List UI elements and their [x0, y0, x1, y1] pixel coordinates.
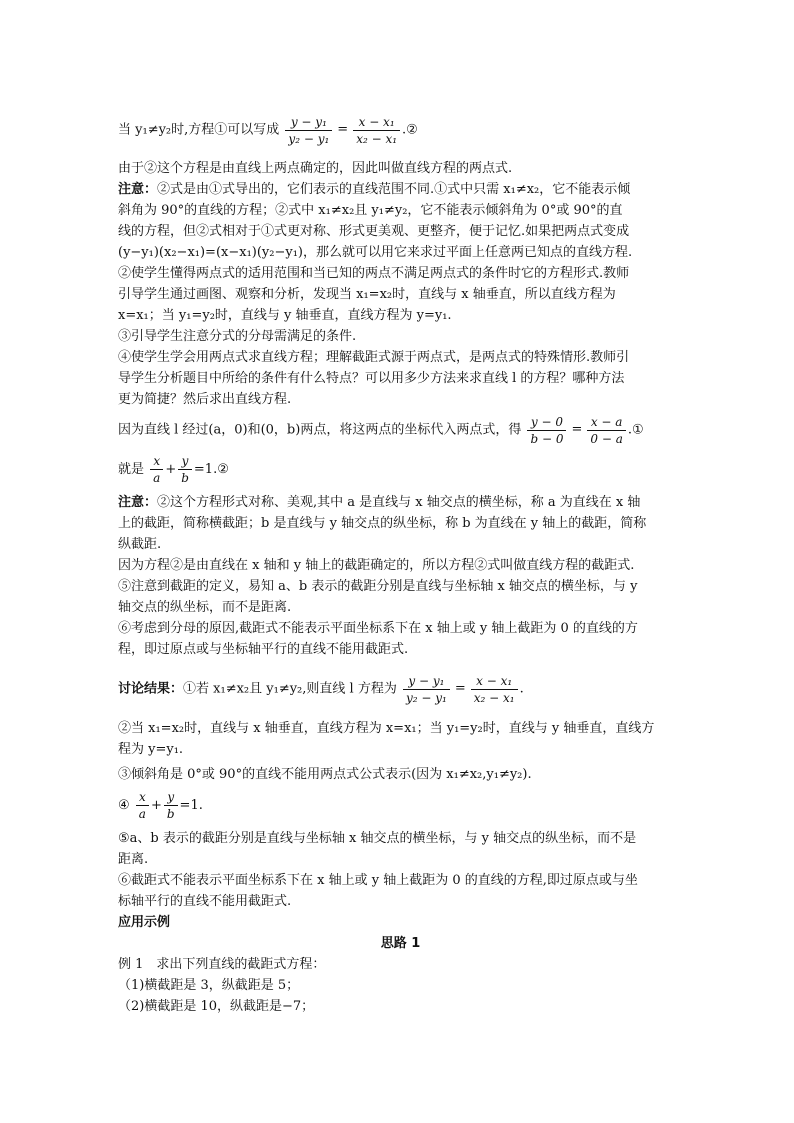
text-line: (y−y₁)(x₂−x₁)=(x−x₁)(y₂−y₁)，那么就可以用它来求过平面上任意两已知点的直线方程.: [118, 245, 633, 260]
text-line: x=x₁；当 y₁=y₂时，直线与 y 轴垂直，直线方程为 y=y₁.: [118, 308, 452, 323]
fraction-denominator: a: [153, 471, 161, 485]
subsection-heading: 思路 1: [380, 936, 421, 951]
fraction-denominator: b: [166, 807, 175, 821]
fraction-y: [403, 673, 450, 706]
plus-sign: +: [150, 798, 162, 813]
equation-result: =1.: [179, 798, 203, 813]
fraction-numerator: y: [178, 453, 192, 470]
text-line: 程，即过原点或与坐标轴平行的直线不能用截距式.: [118, 642, 409, 657]
example-title: 例 1 求出下列直线的截距式方程：: [118, 957, 326, 972]
fraction-numerator: y − y₁: [403, 673, 450, 690]
sentence-end: .: [519, 681, 524, 697]
discussion-result-line: [118, 664, 524, 715]
formula-intro: 当 y₁≠y₂时,方程①可以写成: [118, 122, 280, 138]
fraction-denominator: y₂ − y₁: [288, 131, 330, 146]
text-line: 线的方程，但②式相对于①式更对称、形式更美观、更整齐，便于记忆.如果把两点式变成: [118, 224, 630, 239]
text-line: ⑤a、b 表示的截距分别是直线与坐标轴 x 轴交点的横坐标，与 y 轴交点的纵坐标，而不是: [118, 831, 637, 846]
intercept-form-line: [118, 448, 229, 492]
equals-sign: =: [454, 681, 466, 696]
intercept-intro: 就是: [118, 462, 145, 477]
equation-number: .②: [402, 122, 418, 138]
plus-sign: +: [165, 462, 177, 477]
text-line: ②当 x₁=x₂时，直线与 x 轴垂直，直线方程为 x=x₁；当 y₁=y₂时，直线与 y 轴垂直，直线方: [118, 721, 655, 736]
fraction-numerator: x − x₁: [353, 114, 400, 131]
fraction-numerator: y: [164, 789, 178, 806]
note-text: ②这个方程形式对称、美观,其中 a 是直线与 x 轴交点的横坐标，称 a 为直线在 x 轴: [157, 495, 641, 510]
fraction-numerator: x: [150, 453, 163, 470]
text-line: 引导学生通过画图、观察和分析，发现当 x₁=x₂时，直线与 x 轴垂直，所以直线方程为: [118, 287, 616, 302]
text-line: 斜角为 90°的直线的方程；②式中 x₁≠x₂且 y₁≠y₂，它不能表示倾斜角为 0°或 90°的直: [118, 203, 623, 218]
intercept-form-summary: [118, 784, 203, 828]
text-line: 标轴平行的直线不能用截距式.: [118, 894, 292, 909]
equals-sign: =: [571, 422, 583, 437]
fraction-xa: [587, 414, 625, 447]
fraction-y-over-b: [178, 453, 192, 486]
fraction-numerator: x − x₁: [471, 673, 518, 690]
fraction-denominator: x₂ − x₁: [473, 690, 515, 705]
equation-number: .①: [627, 422, 644, 438]
note-line: [118, 492, 640, 513]
fraction-denominator: b − 0: [530, 431, 564, 446]
text-line: 导学生分析题目中所给的条件有什么特点？可以用多少方法来求直线 l 的方程？哪种方法: [118, 371, 625, 386]
fraction-numerator: x − a: [587, 414, 625, 431]
fraction-x: [471, 673, 518, 706]
text-line: 由于②这个方程是由直线上两点确定的，因此叫做直线方程的两点式.: [118, 161, 513, 176]
text-line: ③引导学生注意分式的分母需满足的条件.: [118, 329, 357, 344]
fraction-denominator: b: [181, 471, 189, 485]
item-marker: ④: [118, 798, 130, 813]
fraction-denominator: a: [138, 807, 146, 821]
text-line: ⑥考虑到分母的原因,截距式不能表示平面坐标系下在 x 轴上或 y 轴上截距为 0 的直线的方: [118, 621, 638, 636]
text-line: 更为简捷？然后求出直线方程.: [118, 392, 292, 407]
fraction-y: [285, 114, 332, 147]
text-line: ④使学生学会用两点式求直线方程；理解截距式源于两点式，是两点式的特殊情形.教师引: [118, 350, 630, 365]
discussion-text: ①若 x₁≠x₂且 y₁≠y₂,则直线 l 方程为: [183, 681, 397, 697]
text-line: ⑥截距式不能表示平面坐标系下在 x 轴上或 y 轴上截距为 0 的直线的方程,即过原点或与坐: [118, 873, 638, 888]
fraction-denominator: 0 − a: [590, 431, 623, 446]
fraction-numerator: x: [136, 789, 149, 806]
equals-sign: =: [337, 122, 349, 137]
note-label: 注意：: [118, 495, 158, 510]
text-line: 轴交点的纵坐标，而不是距离.: [118, 600, 292, 615]
text-line: ③倾斜角是 0°或 90°的直线不能用两点式公式表示(因为 x₁≠x₂,y₁≠y₂).: [118, 767, 532, 782]
fraction-denominator: y₂ − y₁: [405, 690, 447, 705]
fraction-numerator: y − y₁: [285, 114, 332, 131]
text-line: ⑤注意到截距的定义，易知 a、b 表示的截距分别是直线与坐标轴 x 轴交点的横坐标，与 y: [118, 579, 638, 594]
note-label: 注意：: [118, 182, 158, 197]
text-line: 距离.: [118, 852, 149, 867]
note-text: ②式是由①式导出的，它们表示的直线范围不同.①式中只需 x₁≠x₂，它不能表示倾: [157, 182, 631, 197]
text-line: 因为方程②是由直线在 x 轴和 y 轴上的截距确定的，所以方程②式叫做直线方程的截距式.: [118, 558, 635, 573]
fraction-x-over-a: [136, 789, 149, 822]
example-item: （1)横截距是 3，纵截距是 5；: [118, 978, 300, 993]
fraction-numerator: y − 0: [527, 414, 566, 431]
example-item: （2)横截距是 10，纵截距是−7；: [118, 999, 315, 1014]
text-line: 上的截距，简称横截距；b 是直线与 y 轴交点的纵坐标，称 b 为直线在 y 轴上的截距，简称: [118, 516, 647, 531]
text-line: 纵截距.: [118, 537, 162, 552]
discussion-label: 讨论结果：: [118, 681, 184, 697]
fraction-x: [353, 114, 400, 147]
fraction-y-over-b: [164, 789, 178, 822]
equation-result: =1.②: [193, 462, 229, 477]
derivation-intro: 因为直线 l 经过(a，0)和(0，b)两点，将这两点的坐标代入两点式，得: [118, 422, 522, 438]
text-line: 程为 y=y₁.: [118, 742, 184, 757]
note-line: [118, 179, 630, 200]
fraction-denominator: x₂ − x₁: [356, 131, 398, 146]
fraction-y0: [527, 414, 566, 447]
two-point-formula-line: [118, 100, 418, 161]
text-line: ②使学生懂得两点式的适用范围和当已知的两点不满足两点式的条件时它的方程形式.教师: [118, 266, 630, 281]
fraction-x-over-a: [150, 453, 163, 486]
section-heading: 应用示例: [118, 915, 171, 930]
